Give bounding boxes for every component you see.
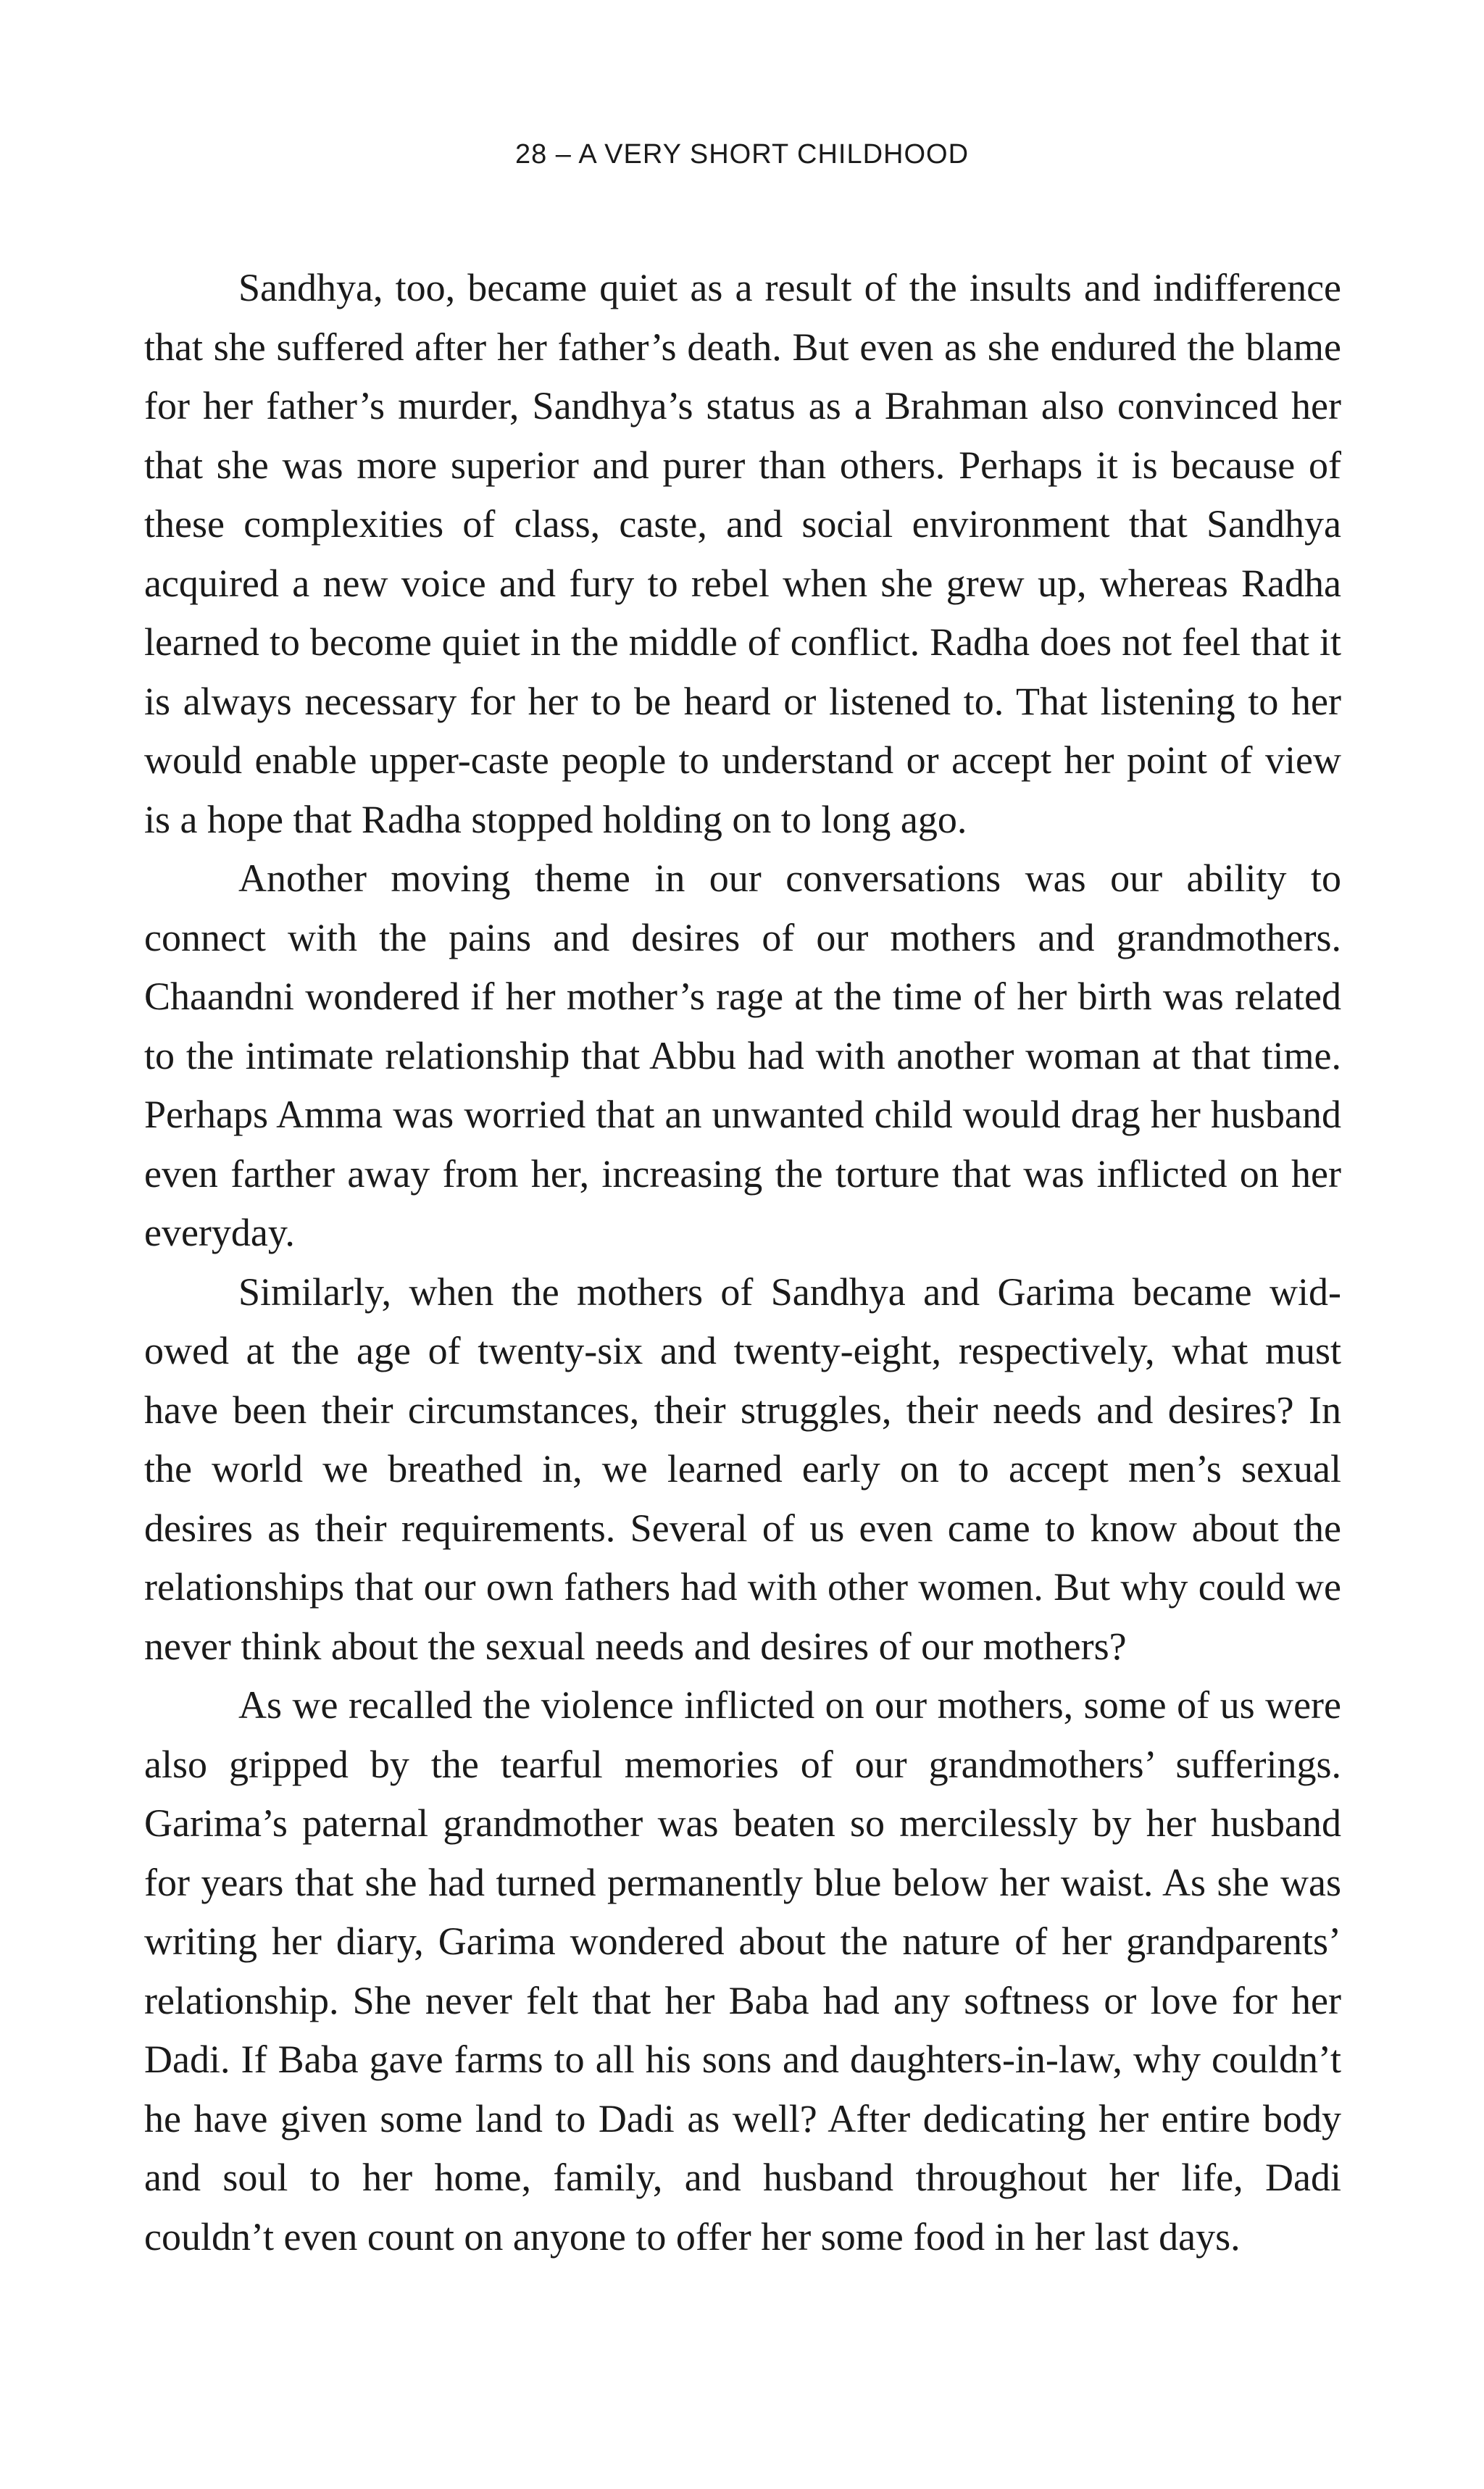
running-header: 28 – A VERY SHORT CHILDHOOD — [514, 139, 970, 170]
body-text — [144, 259, 1341, 2267]
paragraph-3: Similarly, when the mothers of Sandhya and Garima became widowed at the age of twenty-six and twenty-eight, respectively, what must have been their circumstances, their struggles, their needs and desires? In the world we breathed in, we learned early on to accept men’s sexual desires as their requirements. Several of us even came to know about the relationships that our own fathers had with other women. But why could we never think about the sexual needs and desires of our mothers? — [144, 1269, 1341, 1668]
paragraph-4: As we recalled the violence inflicted on our mothers, some of us were also gripped by the tearful memories of our grandmothers’ sufferings. Garima’s paternal grandmother was beaten so mercilessly by her husband for years that she had turned permanently blue below her waist. As she was writing her diary, Garima wondered about the nature of her grandparents’ relationship. She never felt that her Baba had any softness or love for her Dadi. If Baba gave farms to all his sons and daughters-in-law, why couldn’t he have given some land to Dadi as well? After dedicating her entire body and soul to her home, family, and husband throughout her life, Dadi couldn’t even count on anyone to offer her some food in her last days. — [144, 1683, 1341, 2259]
paragraph-1: Sandhya, too, became quiet as a result of the insults and indifference that she suffered after her father’s death. But even as she endured the blame for her father’s murder, Sandhya’s status as a Brahman also convinced her that she was more superior and purer than others. Perhaps it is because of these complexities of class, caste, and social environment that Sandhya acquired a new voice and fury to rebel when she grew up, whereas Radha learned to become quiet in the middle of conflict. Radha does not feel that it is always necessary for her to be heard or listened to. That listening to her would enable upper-caste people to understand or accept her point of view is a hope that Radha stopped holding on to long ago. — [144, 266, 1341, 841]
paragraph-2: Another moving theme in our conversations was our ability to connect with the pains and desires of our mothers and grandmothers. Chaandni wondered if her mother’s rage at the time of her birth was related to the intimate relationship that Abbu had with another woman at that time. Perhaps Amma was worried that an unwanted child would drag her husband even farther away from her, increasing the torture that was inflicted on her everyday. — [144, 856, 1341, 1254]
